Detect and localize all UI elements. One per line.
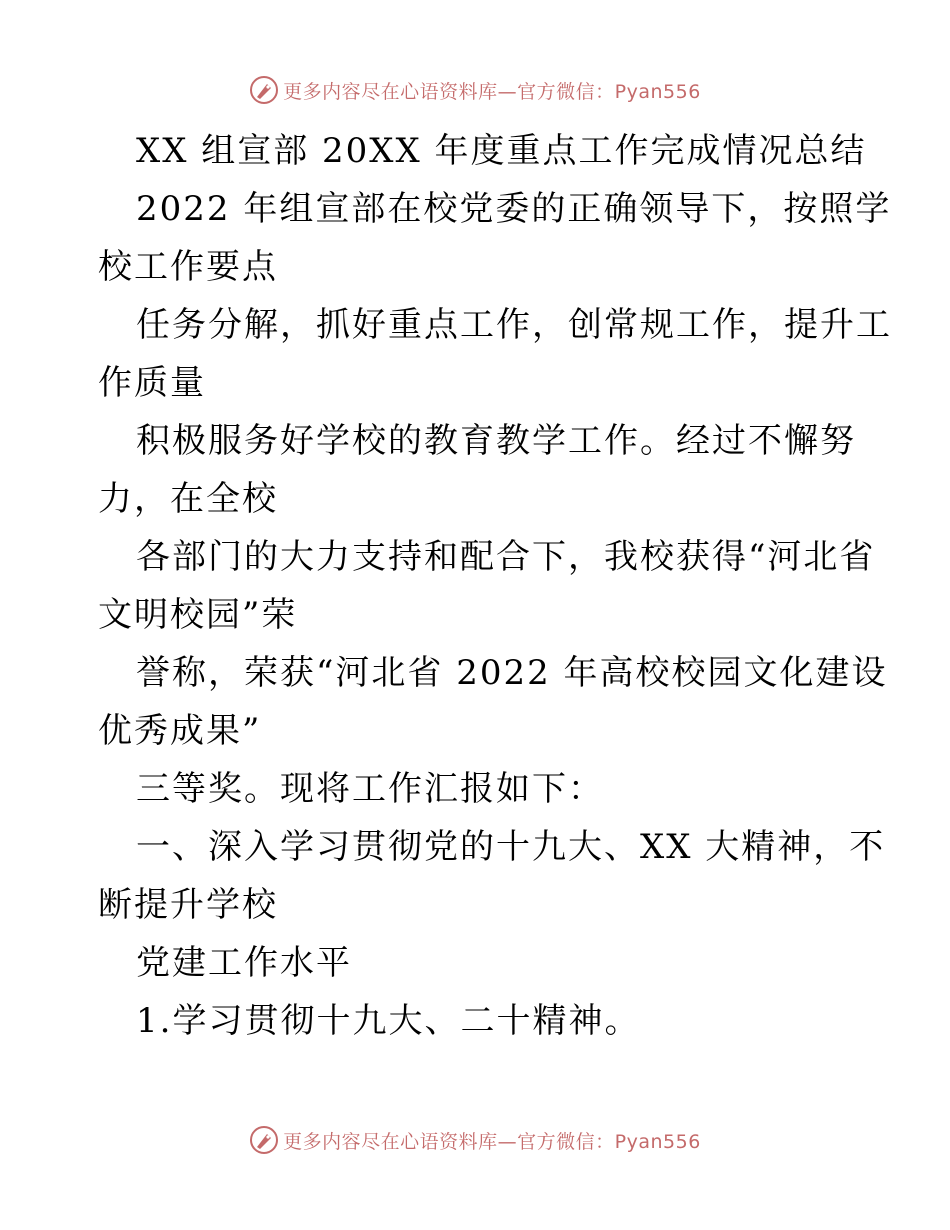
section-heading-continued: 断提升学校: [98, 885, 278, 925]
document-body: [98, 122, 892, 1050]
header-watermark: [0, 72, 950, 108]
watermark-text: 更多内容尽在心语资料库—官方微信：Pyan556: [283, 1130, 701, 1153]
section-heading-continued: 党建工作水平: [136, 943, 352, 983]
paragraph-line: 誉称，荣获“河北省 2022 年高校校园文化建设: [136, 653, 888, 693]
paragraph-line: 文明校园”荣: [98, 595, 298, 635]
watermark-text: 更多内容尽在心语资料库—官方微信：Pyan556: [283, 80, 701, 103]
paragraph-line: 三等奖。现将工作汇报如下：: [136, 769, 604, 809]
paragraph-line: 任务分解，抓好重点工作，创常规工作，提升工: [136, 305, 892, 345]
paragraph-line: 各部门的大力支持和配合下，我校获得“河北省: [136, 537, 876, 577]
pen-nib-logo-icon: [249, 75, 279, 105]
paragraph-line: 优秀成果”: [98, 711, 262, 751]
document-title: XX 组宣部 20XX 年度重点工作完成情况总结: [136, 131, 867, 171]
paragraph-line: 积极服务好学校的教育教学工作。经过不懈努: [136, 421, 856, 461]
paragraph-line: 2022 年组宣部在校党委的正确领导下，按照学: [136, 189, 892, 229]
section-heading: 一、深入学习贯彻党的十九大、XX 大精神，不: [136, 827, 886, 867]
paragraph-line: 力，在全校: [98, 479, 278, 519]
paragraph-line: 作质量: [98, 363, 206, 403]
footer-watermark: [0, 1122, 950, 1158]
pen-nib-logo-icon: [249, 1125, 279, 1155]
subsection-heading: 1.学习贯彻十九大、二十精神。: [136, 1001, 641, 1041]
paragraph-line: 校工作要点: [98, 247, 278, 287]
